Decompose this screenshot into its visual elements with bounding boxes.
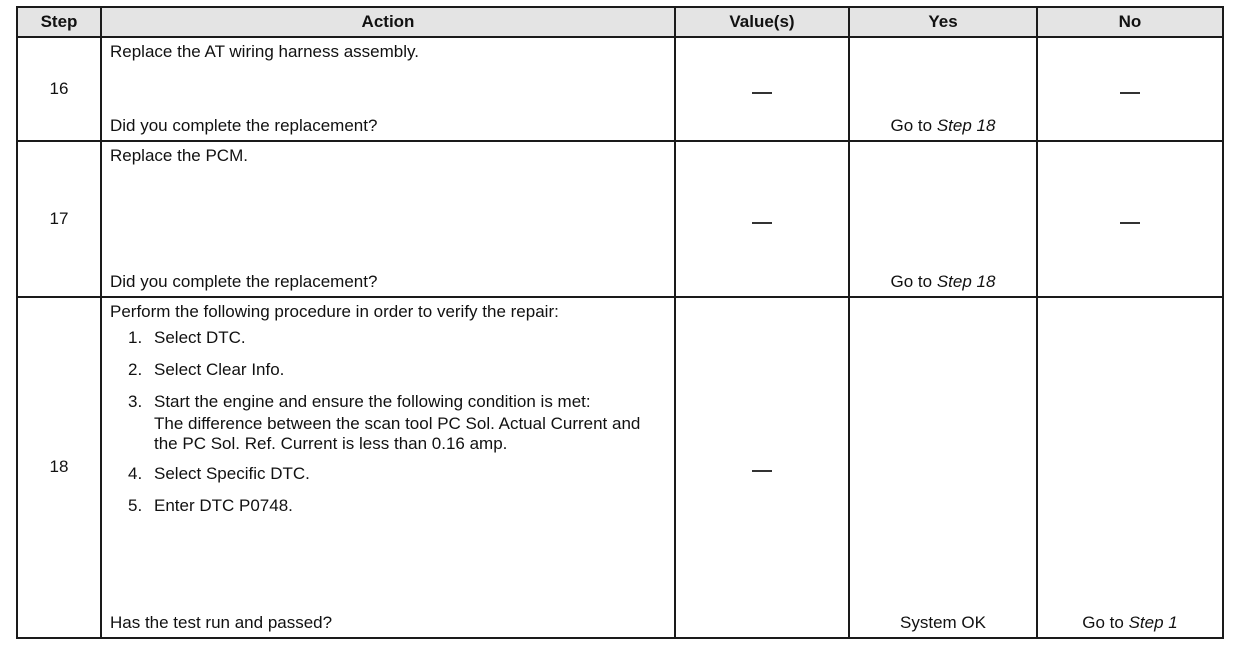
procedure-steps: [110, 328, 666, 412]
action-cell: [101, 37, 675, 141]
step-number: 17: [17, 141, 101, 297]
header-no: No: [1037, 7, 1223, 37]
yes-cell: [849, 141, 1037, 297]
yes-cell: [849, 37, 1037, 141]
values-dash: [752, 470, 772, 472]
diagnostic-steps-table: [16, 6, 1224, 639]
no-dash: [1120, 92, 1140, 94]
action-question: Did you complete the replacement?: [110, 271, 378, 291]
procedure-step: 3. Start the engine and ensure the following condition is met:: [128, 391, 591, 411]
table-row-step-17: [17, 141, 1223, 297]
yes-step-link[interactable]: Step 18: [936, 271, 996, 291]
no-cell: [1037, 37, 1223, 141]
procedure-step: 1. Select DTC.: [128, 327, 246, 347]
action-question: Has the test run and passed?: [110, 613, 333, 632]
values-cell: [675, 37, 849, 141]
no-dash: [1120, 222, 1140, 224]
procedure-intro: Perform the following procedure in order to verify the repair:: [110, 301, 559, 321]
yes-result[interactable]: Go to Step 18: [890, 115, 996, 135]
no-cell: [1037, 141, 1223, 297]
values-cell: [675, 141, 849, 297]
procedure-step: 5. Enter DTC P0748.: [128, 495, 293, 515]
no-step-link[interactable]: Step 1: [1128, 613, 1178, 632]
procedure-condition-note: The difference between the scan tool PC Sol. Actual Current and the PC Sol. Ref. Current is less than 0.16 amp.: [154, 413, 641, 453]
no-result[interactable]: Go to Step 1: [1082, 613, 1178, 632]
step-number: 18: [17, 297, 101, 638]
diagnostic-table-page: [16, 6, 1222, 639]
no-cell: [1037, 297, 1223, 638]
action-text: Replace the AT wiring harness assembly.: [110, 42, 419, 61]
values-dash: [752, 222, 772, 224]
yes-step-link[interactable]: Step 18: [936, 115, 996, 135]
table-row-step-18: [17, 297, 1223, 638]
procedure-step: 4. Select Specific DTC.: [128, 463, 310, 483]
yes-result[interactable]: System OK: [900, 613, 986, 632]
table-row-step-16: [17, 37, 1223, 141]
yes-result[interactable]: Go to Step 18: [890, 271, 996, 291]
action-text: Replace the PCM.: [110, 145, 248, 165]
step-number: 16: [17, 37, 101, 141]
header-values: Value(s): [675, 7, 849, 37]
table-header-row: [17, 7, 1223, 37]
header-yes: Yes: [849, 7, 1037, 37]
values-cell: [675, 297, 849, 638]
action-cell: [101, 141, 675, 297]
action-question: Did you complete the replacement?: [110, 115, 378, 135]
header-action: Action: [101, 7, 675, 37]
values-dash: [752, 92, 772, 94]
header-step: Step: [17, 7, 101, 37]
yes-cell: [849, 297, 1037, 638]
action-cell: [101, 297, 675, 638]
procedure-steps-continued: [110, 464, 666, 516]
procedure-step: 2. Select Clear Info.: [128, 359, 285, 379]
